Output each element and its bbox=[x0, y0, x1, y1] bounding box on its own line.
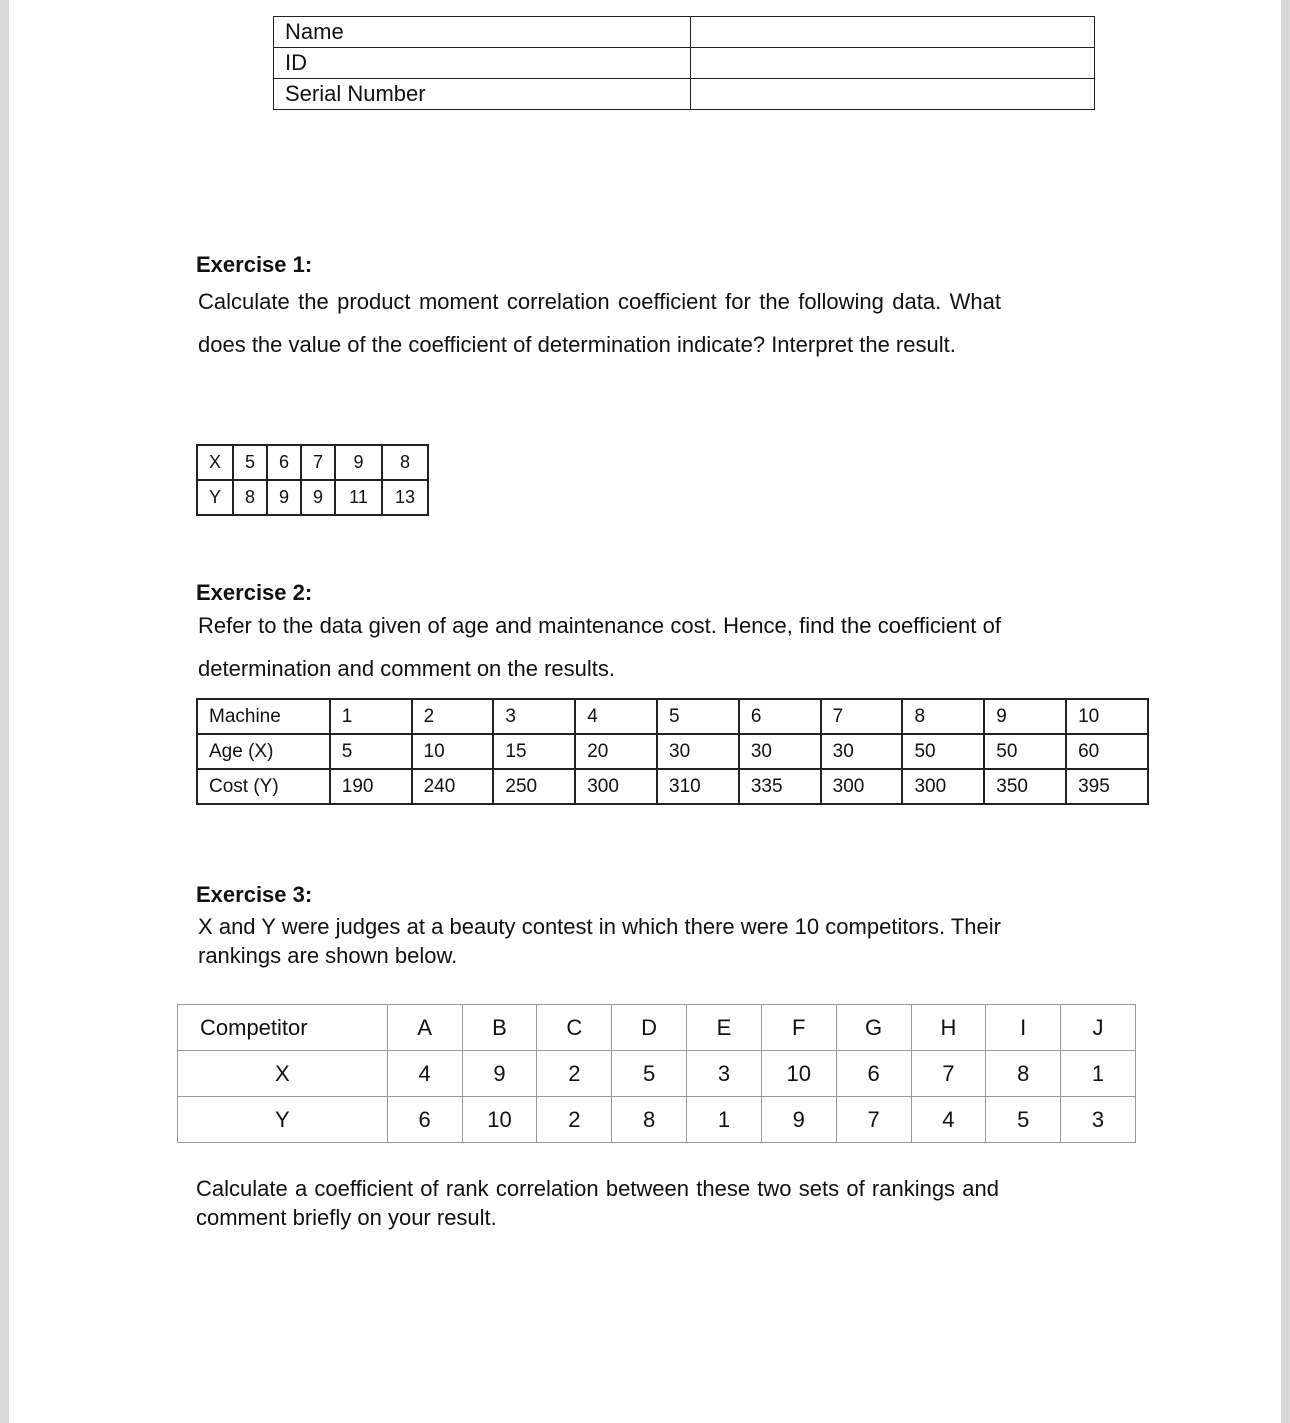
row-header-cell: Y bbox=[178, 1097, 388, 1143]
table-cell: 50 bbox=[902, 734, 984, 769]
table-cell: 8 bbox=[902, 699, 984, 734]
table-cell: 3 bbox=[687, 1051, 762, 1097]
info-row bbox=[274, 79, 1095, 110]
table-cell: 300 bbox=[902, 769, 984, 804]
table-cell: 3 bbox=[493, 699, 575, 734]
table-row bbox=[178, 1051, 1136, 1097]
table-cell: 9 bbox=[761, 1097, 836, 1143]
info-value-field[interactable] bbox=[691, 79, 1095, 110]
table-cell: 5 bbox=[330, 734, 412, 769]
exercise-1-title: Exercise 1: bbox=[196, 252, 313, 277]
table-cell: 395 bbox=[1066, 769, 1148, 804]
info-label: ID bbox=[274, 48, 691, 79]
table-cell: A bbox=[387, 1005, 462, 1051]
table-cell: 240 bbox=[412, 769, 494, 804]
table-cell: 7 bbox=[821, 699, 903, 734]
table-cell: 5 bbox=[657, 699, 739, 734]
table-cell: 30 bbox=[821, 734, 903, 769]
exercise-2-text: Refer to the data given of age and maintenance cost. Hence, find the coefficient of determination and comment on the results. bbox=[198, 613, 1001, 681]
table-cell: 6 bbox=[267, 445, 301, 480]
table-cell: 9 bbox=[335, 445, 382, 480]
table-cell: 1 bbox=[687, 1097, 762, 1143]
exercise-3-question: Calculate a coefficient of rank correlation between these two sets of rankings and comment briefly on your result. bbox=[196, 1176, 999, 1230]
table-cell: C bbox=[537, 1005, 612, 1051]
table-cell: 310 bbox=[657, 769, 739, 804]
table-cell: 5 bbox=[233, 445, 267, 480]
info-row bbox=[274, 48, 1095, 79]
exercise-3-text: X and Y were judges at a beauty contest in which there were 10 competitors. Their rankings are shown below. bbox=[198, 914, 1001, 968]
table-cell: 1 bbox=[330, 699, 412, 734]
table-cell: 2 bbox=[537, 1051, 612, 1097]
exercise-2-title: Exercise 2: bbox=[196, 580, 313, 605]
table-cell: 13 bbox=[382, 480, 428, 515]
table-cell: 5 bbox=[986, 1097, 1061, 1143]
table-cell: 300 bbox=[575, 769, 657, 804]
table-cell: 4 bbox=[575, 699, 657, 734]
table-cell: 30 bbox=[657, 734, 739, 769]
table-cell: F bbox=[761, 1005, 836, 1051]
table-cell: 9 bbox=[267, 480, 301, 515]
table-cell: 9 bbox=[462, 1051, 537, 1097]
table-cell: 6 bbox=[836, 1051, 911, 1097]
table-cell: 2 bbox=[412, 699, 494, 734]
table-cell: G bbox=[836, 1005, 911, 1051]
row-header-cell: Machine bbox=[197, 699, 330, 734]
row-header-cell: X bbox=[178, 1051, 388, 1097]
table-cell: 10 bbox=[1066, 699, 1148, 734]
exercise-2-table bbox=[196, 698, 1149, 805]
table-row bbox=[197, 445, 428, 480]
table-cell: 3 bbox=[1061, 1097, 1136, 1143]
table-cell: 20 bbox=[575, 734, 657, 769]
table-cell: 6 bbox=[387, 1097, 462, 1143]
table-cell: 9 bbox=[301, 480, 335, 515]
table-cell: 250 bbox=[493, 769, 575, 804]
student-info-table bbox=[273, 16, 1095, 110]
table-cell: 30 bbox=[739, 734, 821, 769]
table-cell: 10 bbox=[761, 1051, 836, 1097]
table-cell: D bbox=[612, 1005, 687, 1051]
row-header-cell: Y bbox=[197, 480, 233, 515]
row-header-cell: Competitor bbox=[178, 1005, 388, 1051]
table-cell: 15 bbox=[493, 734, 575, 769]
table-cell: 10 bbox=[462, 1097, 537, 1143]
table-row bbox=[197, 769, 1148, 804]
exercise-1-table bbox=[196, 444, 429, 516]
table-cell: 7 bbox=[836, 1097, 911, 1143]
table-cell: 1 bbox=[1061, 1051, 1136, 1097]
table-row bbox=[197, 699, 1148, 734]
table-cell: 4 bbox=[387, 1051, 462, 1097]
table-cell: 60 bbox=[1066, 734, 1148, 769]
table-cell: 50 bbox=[984, 734, 1066, 769]
info-label: Name bbox=[274, 17, 691, 48]
table-cell: 335 bbox=[739, 769, 821, 804]
table-cell: 7 bbox=[911, 1051, 986, 1097]
table-cell: 350 bbox=[984, 769, 1066, 804]
table-cell: 2 bbox=[537, 1097, 612, 1143]
table-cell: 4 bbox=[911, 1097, 986, 1143]
table-cell: 10 bbox=[412, 734, 494, 769]
exercise-3-title: Exercise 3: bbox=[196, 882, 313, 907]
table-cell: 8 bbox=[382, 445, 428, 480]
exercise-3-table bbox=[177, 1004, 1136, 1143]
table-cell: 300 bbox=[821, 769, 903, 804]
table-cell: B bbox=[462, 1005, 537, 1051]
table-cell: 6 bbox=[739, 699, 821, 734]
info-row bbox=[274, 17, 1095, 48]
table-cell: 8 bbox=[612, 1097, 687, 1143]
table-cell: 7 bbox=[301, 445, 335, 480]
table-row bbox=[178, 1097, 1136, 1143]
table-row bbox=[197, 480, 428, 515]
table-cell: I bbox=[986, 1005, 1061, 1051]
table-cell: H bbox=[911, 1005, 986, 1051]
table-cell: J bbox=[1061, 1005, 1136, 1051]
table-cell: 8 bbox=[986, 1051, 1061, 1097]
table-cell: 5 bbox=[612, 1051, 687, 1097]
table-cell: E bbox=[687, 1005, 762, 1051]
table-cell: 9 bbox=[984, 699, 1066, 734]
info-label: Serial Number bbox=[274, 79, 691, 110]
table-cell: 11 bbox=[335, 480, 382, 515]
table-cell: 8 bbox=[233, 480, 267, 515]
table-row bbox=[178, 1005, 1136, 1051]
row-header-cell: Cost (Y) bbox=[197, 769, 330, 804]
row-header-cell: X bbox=[197, 445, 233, 480]
info-value-field[interactable] bbox=[691, 17, 1095, 48]
table-cell: 190 bbox=[330, 769, 412, 804]
exercise-1-text: Calculate the product moment correlation coefficient for the following data. What does the value of the coefficient of determination indicate? Interpret the result. bbox=[198, 289, 1001, 357]
row-header-cell: Age (X) bbox=[197, 734, 330, 769]
table-row bbox=[197, 734, 1148, 769]
info-value-field[interactable] bbox=[691, 48, 1095, 79]
